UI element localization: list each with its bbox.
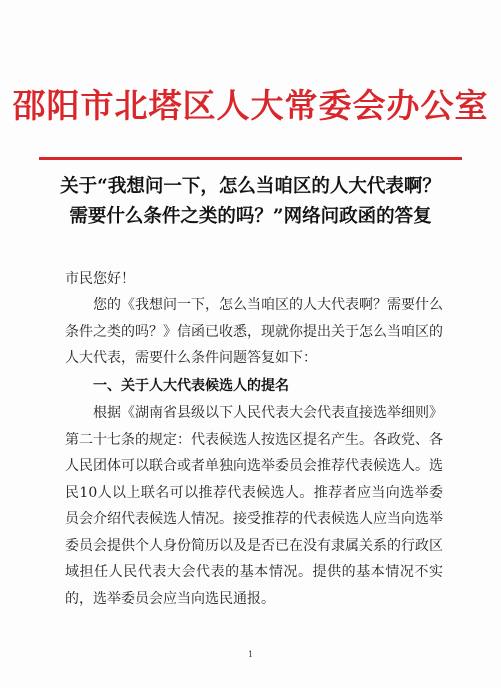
letterhead-organization-name: 邵阳市北塔区人大常委会办公室	[12, 86, 489, 125]
letterhead-red-rule	[39, 157, 462, 160]
document-title-line-2: 需要什么条件之类的吗？”网络问政函的答复	[69, 206, 432, 227]
body-paragraph-1: 您的《我想问一下，怎么当咱区的人大代表啊？需要什么条件之类的吗？》信函已收悉，现就你提出关于怎么当咱区的人大代表，需要什么条件问题答复如下：	[65, 297, 443, 366]
document-title-line-1: 关于“我想问一下，怎么当咱区的人大代表啊？	[60, 176, 441, 197]
section-heading-1: 一、关于人大代表候选人的提名	[93, 378, 289, 394]
salutation: 市民您好！	[65, 271, 135, 287]
document-title	[40, 172, 461, 232]
page-number: 1	[247, 650, 254, 659]
body-paragraph-2: 根据《湖南省县级以下人民代表大会代表直接选举细则》第二十七条的规定：代表候选人按选区提名产生。各政党、各人民团体可以联合或者单独向选举委员会推荐代表候选人。选民10人以上联名可以推荐代表候选人。推荐者应当向选举委员会介绍代表候选人情况。接受推荐的代表候选人应当向选举委员会提供个人身份简历以及是否已在没有隶属关系的行政区域担任人民代表大会代表的基本情况。提供的基本情况不实的，选举委员会应当向选民通报。	[65, 405, 443, 607]
